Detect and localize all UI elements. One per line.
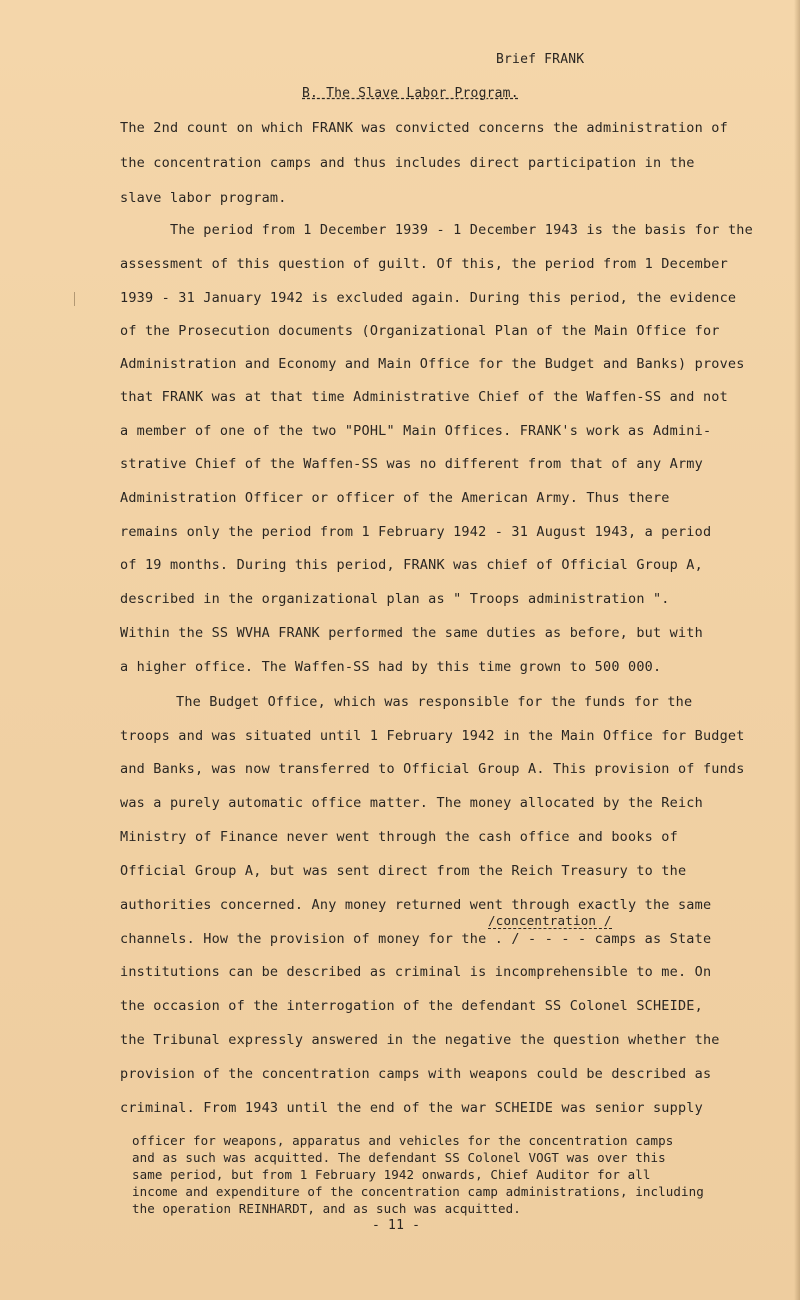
body-line: that FRANK was at that time Administrative Chief of the Waffen-SS and not [120, 389, 728, 405]
handwritten-insertion [488, 913, 612, 928]
body-line: remains only the period from 1 February 1942 - 31 August 1943, a period [120, 524, 712, 540]
body-line: the concentration camps and thus includes direct participation in the [120, 155, 695, 171]
body-line: provision of the concentration camps with weapons could be described as [120, 1066, 712, 1082]
body-line: Ministry of Finance never went through the cash office and books of [120, 829, 678, 845]
body-line: Administration Officer or officer of the American Army. Thus there [120, 490, 670, 506]
body-line: authorities concerned. Any money returned went through exactly the same [120, 897, 712, 913]
body-line: The 2nd count on which FRANK was convicted concerns the administration of [120, 120, 728, 136]
footnote-line: same period, but from 1 February 1942 onwards, Chief Auditor for all [132, 1167, 651, 1182]
body-line: a higher office. The Waffen-SS had by this time grown to 500 000. [120, 659, 662, 675]
body-line: assessment of this question of guilt. Of this, the period from 1 December [120, 256, 728, 272]
body-line: the occasion of the interrogation of the defendant SS Colonel SCHEIDE, [120, 998, 703, 1014]
body-line: Administration and Economy and Main Office for the Budget and Banks) proves [120, 356, 745, 372]
footnote-line: the operation REINHARDT, and as such was acquitted. [132, 1201, 521, 1216]
body-line: Within the SS WVHA FRANK performed the same duties as before, but with [120, 625, 703, 641]
section-title: B. The Slave Labor Program. [302, 86, 519, 101]
body-line: a member of one of the two "POHL" Main Offices. FRANK's work as Admini- [120, 423, 712, 439]
body-line: of the Prosecution documents (Organizational Plan of the Main Office for [120, 323, 720, 339]
body-line: The period from 1 December 1939 - 1 December 1943 is the basis for the [170, 222, 753, 238]
body-line: and Banks, was now transferred to Official Group A. This provision of funds [120, 761, 745, 777]
body-line: Official Group A, but was sent direct from the Reich Treasury to the [120, 863, 687, 879]
body-line: strative Chief of the Waffen-SS was no different from that of any Army [120, 456, 703, 472]
body-line: described in the organizational plan as " Troops administration ". [120, 591, 670, 607]
footnote-line: income and expenditure of the concentration camp administrations, including [132, 1184, 704, 1199]
body-line: criminal. From 1943 until the end of the war SCHEIDE was senior supply [120, 1100, 703, 1116]
insertion-text: /concentration / [488, 913, 612, 928]
body-line: institutions can be described as criminal is incomprehensible to me. On [120, 964, 712, 980]
body-line: The Budget Office, which was responsible for the funds for the [176, 694, 693, 710]
body-line: troops and was situated until 1 February 1942 in the Main Office for Budget [120, 728, 745, 744]
margin-mark [74, 292, 75, 306]
body-line: the Tribunal expressly answered in the negative the question whether the [120, 1032, 720, 1048]
footnote-line: and as such was acquitted. The defendant SS Colonel VOGT was over this [132, 1150, 666, 1165]
body-line: channels. How the provision of money for the . / - - - - camps as State [120, 931, 712, 947]
body-line: 1939 - 31 January 1942 is excluded again. During this period, the evidence [120, 290, 737, 306]
body-line: of 19 months. During this period, FRANK was chief of Official Group A, [120, 557, 703, 573]
document-header: Brief FRANK [496, 52, 585, 67]
body-line: was a purely automatic office matter. The money allocated by the Reich [120, 795, 703, 811]
footnote-line: officer for weapons, apparatus and vehicles for the concentration camps [132, 1133, 674, 1148]
page-number: - 11 - [372, 1218, 421, 1233]
body-line: slave labor program. [120, 190, 287, 206]
